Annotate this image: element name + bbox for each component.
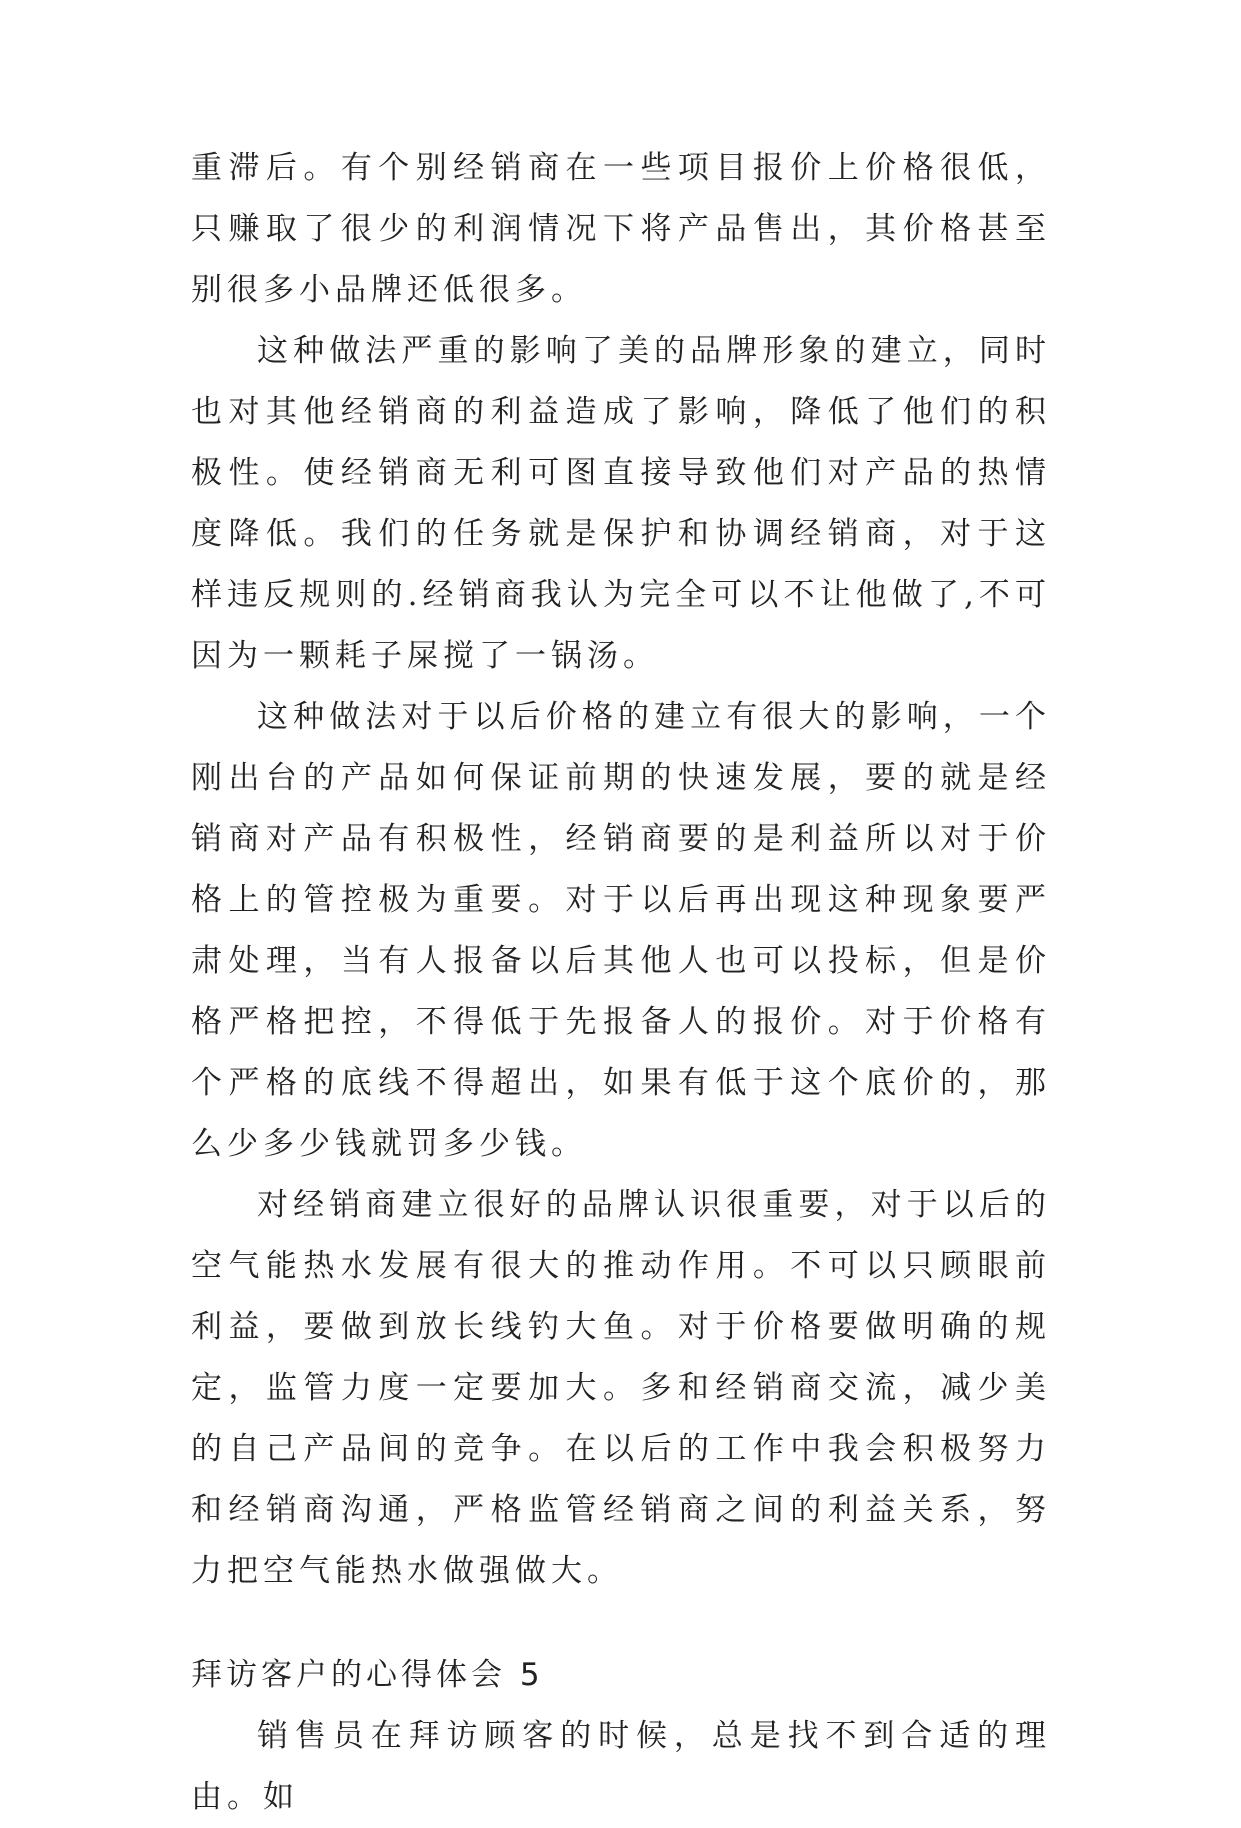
paragraph-continued: 重滞后。有个别经销商在一些项目报价上价格很低，只赚取了很少的利润情况下将产品售出，其价格甚至别很多小品牌还低很多。 [191, 150, 1051, 308]
paragraph: 销售员在拜访顾客的时候，总是找不到合适的理由。如 [191, 1718, 1051, 1815]
document-body [191, 138, 1051, 1828]
section-heading: 拜访客户的心得体会 5 [191, 1657, 544, 1693]
paragraph: 这种做法对于以后价格的建立有很大的影响，一个刚出台的产品如何保证前期的快速发展，要的就是经销商对产品有积极性，经销商要的是利益所以对于价格上的管控极为重要。对于以后再出现这种现象要严肃处理，当有人报备以后其他人也可以投标，但是价格严格把控，不得低于先报备人的报价。对于价格有个严格的底线不得超出，如果有低于这个底价的，那么少多少钱就罚多少钱。 [191, 699, 1051, 1162]
paragraph: 这种做法严重的影响了美的品牌形象的建立，同时也对其他经销商的利益造成了影响，降低了他们的积极性。使经销商无利可图直接导致他们对产品的热情度降低。我们的任务就是保护和协调经销商，对于这样违反规则的.经销商我认为完全可以不让他做了,不可因为一颗耗子屎搅了一锅汤。 [191, 333, 1051, 674]
paragraph: 对经销商建立很好的品牌认识很重要，对于以后的空气能热水发展有很大的推动作用。不可以只顾眼前利益，要做到放长线钓大鱼。对于价格要做明确的规定，监管力度一定要加大。多和经销商交流，减少美的自己产品间的竞争。在以后的工作中我会积极努力和经销商沟通，严格监管经销商之间的利益关系，努力把空气能热水做强做大。 [191, 1187, 1051, 1589]
